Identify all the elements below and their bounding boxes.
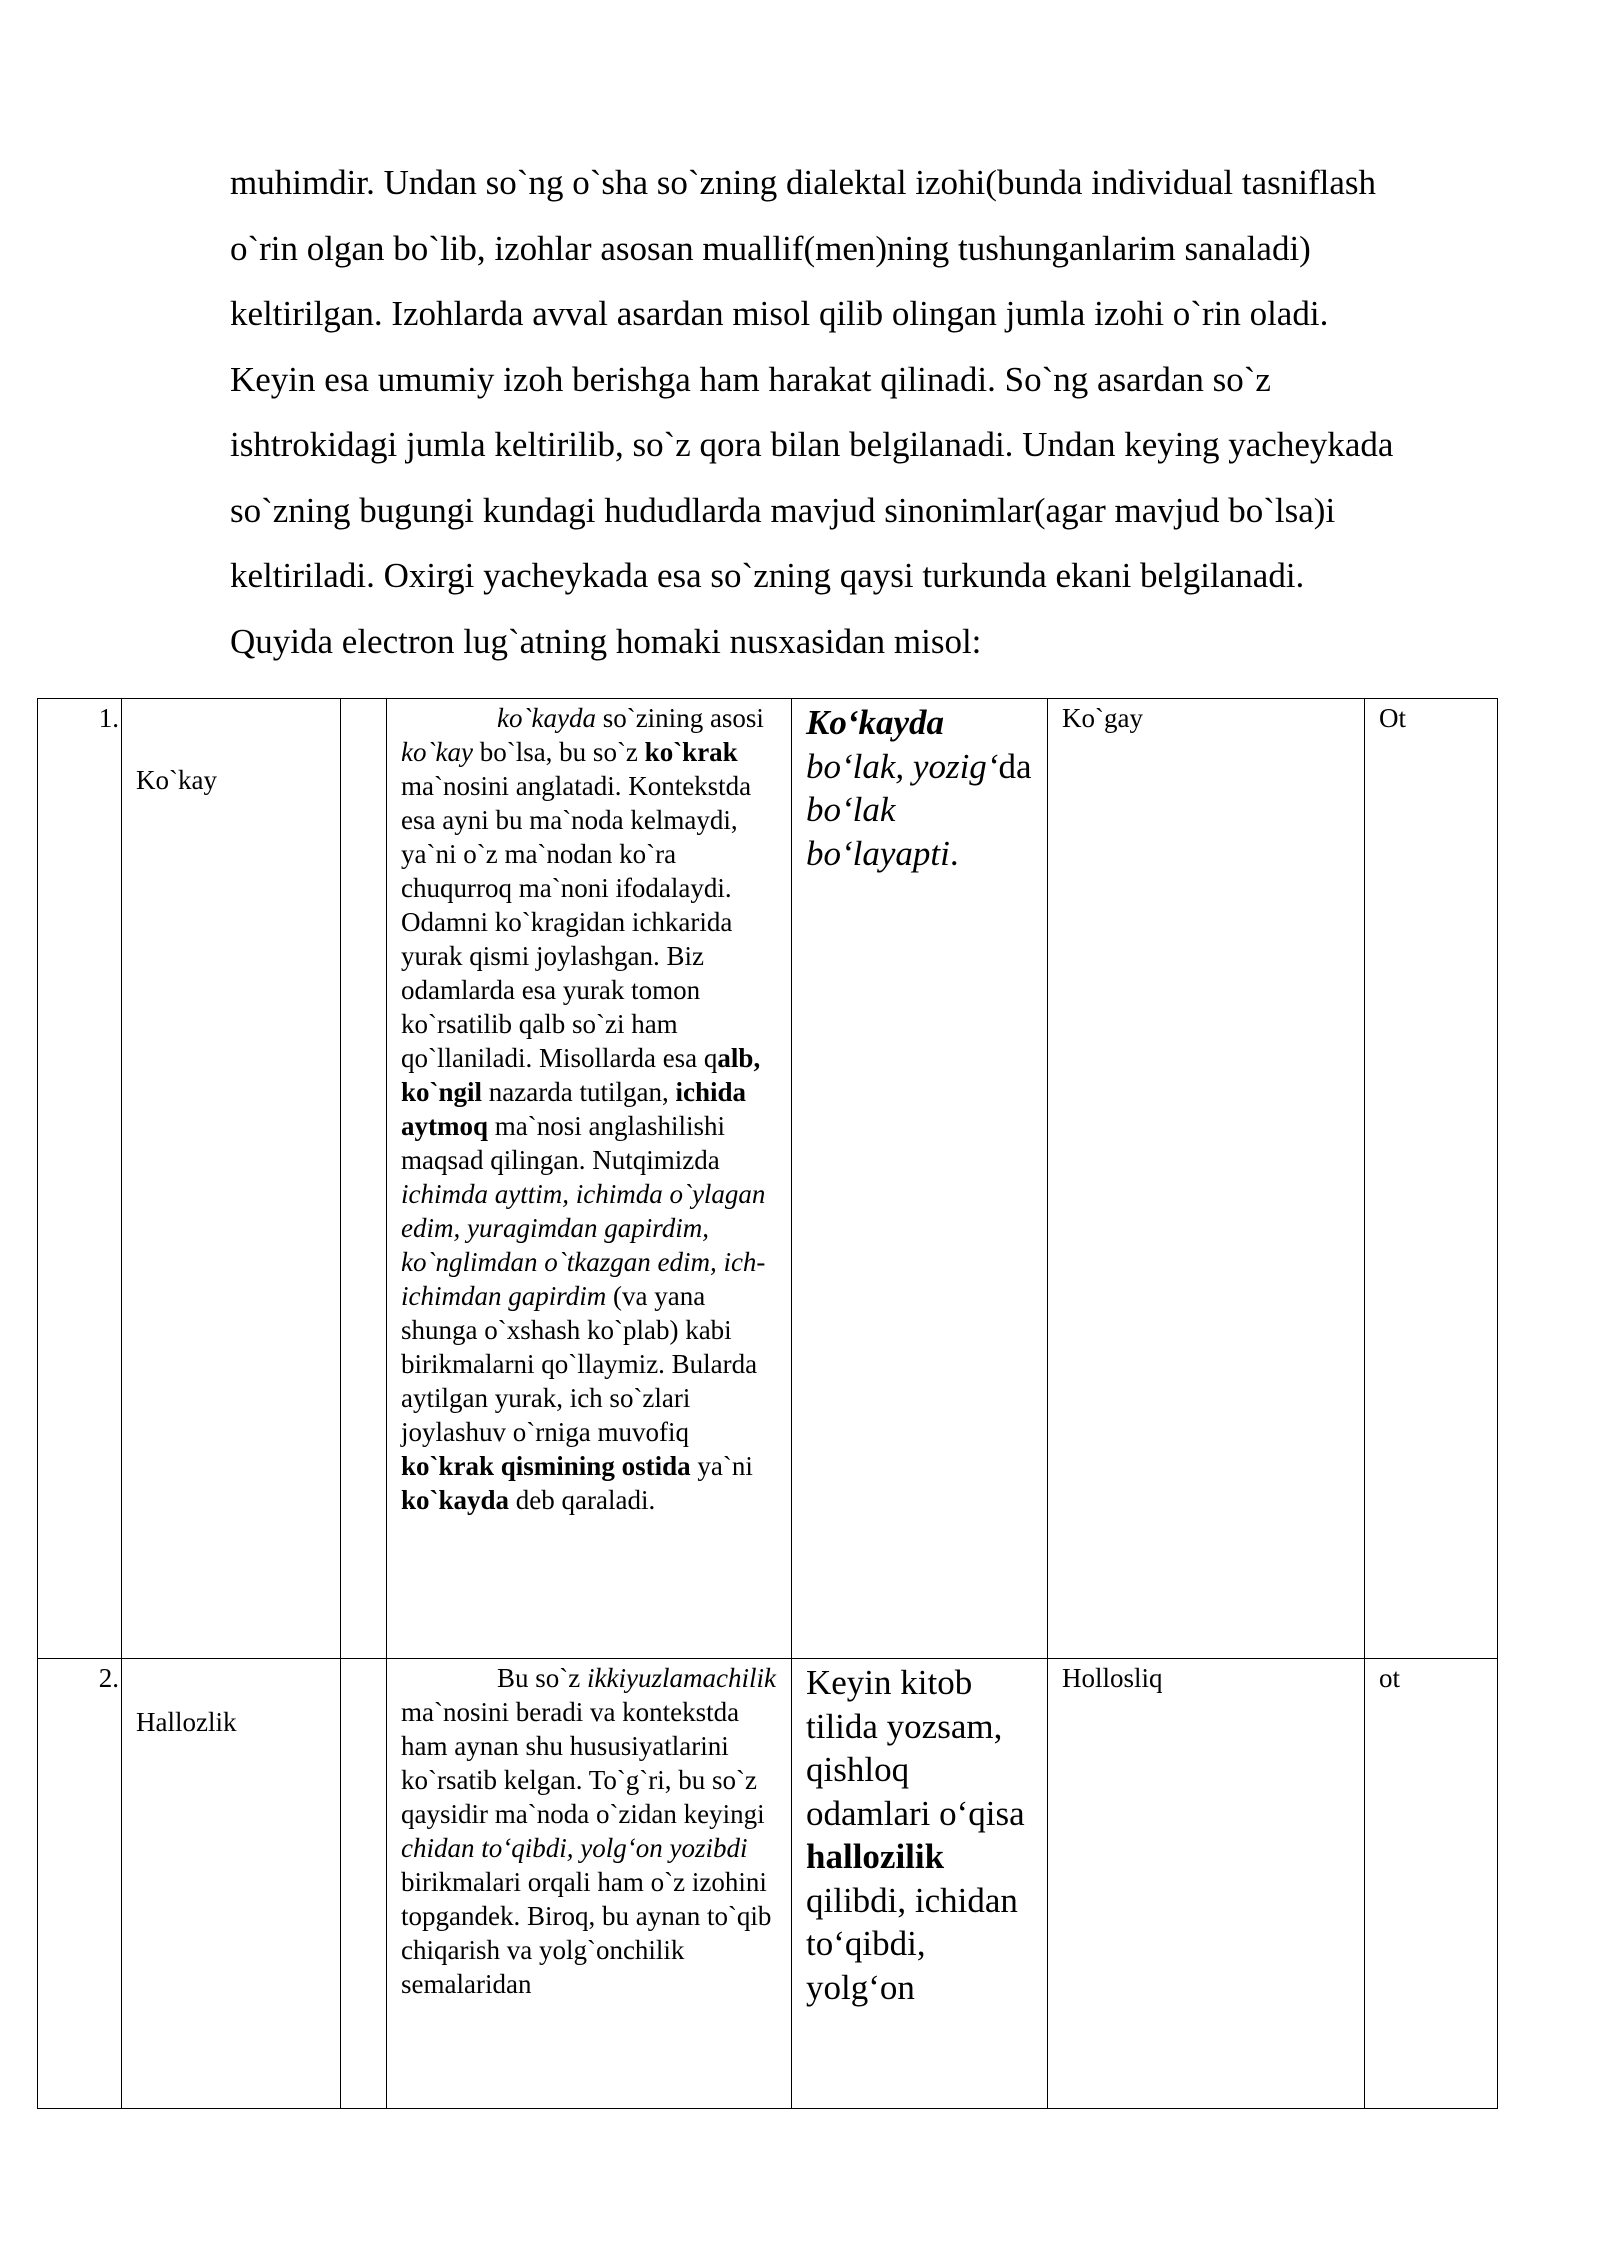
dictionary-table — [37, 698, 1498, 2109]
synonym-cell: Hollosliq — [1048, 1659, 1365, 2109]
intro-line: keltiriladi. Oxirgi yacheykada esa so`zning qaysi turkunda ekani belgilanadi. — [230, 556, 1305, 595]
intro-line: Quyida electron lug`atning homaki nusxasidan misol: — [230, 621, 982, 661]
intro-line: o`rin olgan bo`lib, izohlar asosan muallif(men)ning tushunganlarim sanaladi) — [230, 228, 1311, 268]
table-row — [38, 699, 1498, 1659]
explanation-cell: ko`kayda so`zining asosi ko`kay bo`lsa, bu so`z ko`krak ma`nosini anglatadi. Kontekstda esa ayni bu ma`noda kelmaydi, ya`ni o`z ma`nodan ko`ra chuqurroq ma`noni ifodalaydi. Odamni ko`kragidan ichkarida yurak qismi joylashgan. Biz odamlarda esa yurak tomon ko`rsatilib qalb so`zi ham qo`llaniladi. Misollarda esa qalb, ko`ngil nazarda tutilgan, ichida aytmoq ma`nosi anglashilishi maqsad qilingan. Nutqimizda ichimda ayttim, ichimda o`ylagan edim, yuragimdan gapirdim, ko`nglimdan o`tkazgan edim, ich-ichimdan gapirdim (va yana shunga o`xshash ko`plab) kabi birikmalarni qo`llaymiz. Bularda aytilgan yurak, ich so`zlari joylashuv o`rniga muvofiq ko`krak qismining ostida ya`ni ko`kayda deb qaraladi. — [387, 699, 792, 1659]
table-row — [38, 1659, 1498, 2109]
empty-cell — [341, 1659, 387, 2109]
intro-paragraph — [230, 150, 1520, 674]
intro-line: Keyin esa umumiy izoh berishga ham harakat qilinadi. So`ng asardan so`z — [230, 359, 1271, 399]
synonym-cell: Ko`gay — [1048, 699, 1365, 1659]
part-of-speech-cell: ot — [1365, 1659, 1498, 2109]
example-cell: Ko‘kayda bo‘lak, yozig‘da bo‘lak bo‘layapti. — [792, 699, 1048, 1659]
row-number: 2. — [38, 1659, 122, 2109]
headword: Hallozlik — [122, 1659, 341, 2109]
row-number: 1. — [38, 699, 122, 1659]
part-of-speech-cell: Ot — [1365, 699, 1498, 1659]
intro-line: muhimdir. Undan so`ng o`sha so`zning dialektal izohi(bunda individual tasniflash — [230, 163, 1377, 202]
example-cell: Keyin kitob tilida yozsam, qishloq odamlari o‘qisa hallozilik qilibdi, ichidan to‘qibdi, yolg‘on — [792, 1659, 1048, 2109]
intro-line: so`zning bugungi kundagi hududlarda mavjud sinonimlar(agar mavjud bo`lsa)i — [230, 490, 1336, 530]
intro-line: keltirilgan. Izohlarda avval asardan misol qilib olingan jumla izohi o`rin oladi. — [230, 294, 1329, 333]
headword: Ko`kay — [122, 699, 341, 1659]
explanation-cell: Bu so`z ikkiyuzlamachilik ma`nosini beradi va kontekstda ham aynan shu hususiyatlarini ko`rsatib kelgan. To`g`ri, bu so`z qaysidir ma`noda o`zidan keyingi chidan to‘qibdi, yolg‘on yozibdi birikmalari orqali ham o`z izohini topgandek. Biroq, bu aynan to`qib chiqarish va yolg`onchilik semalaridan — [387, 1659, 792, 2109]
intro-line: ishtrokidagi jumla keltirilib, so`z qora bilan belgilanadi. Undan keying yacheykada — [230, 425, 1394, 464]
empty-cell — [341, 699, 387, 1659]
